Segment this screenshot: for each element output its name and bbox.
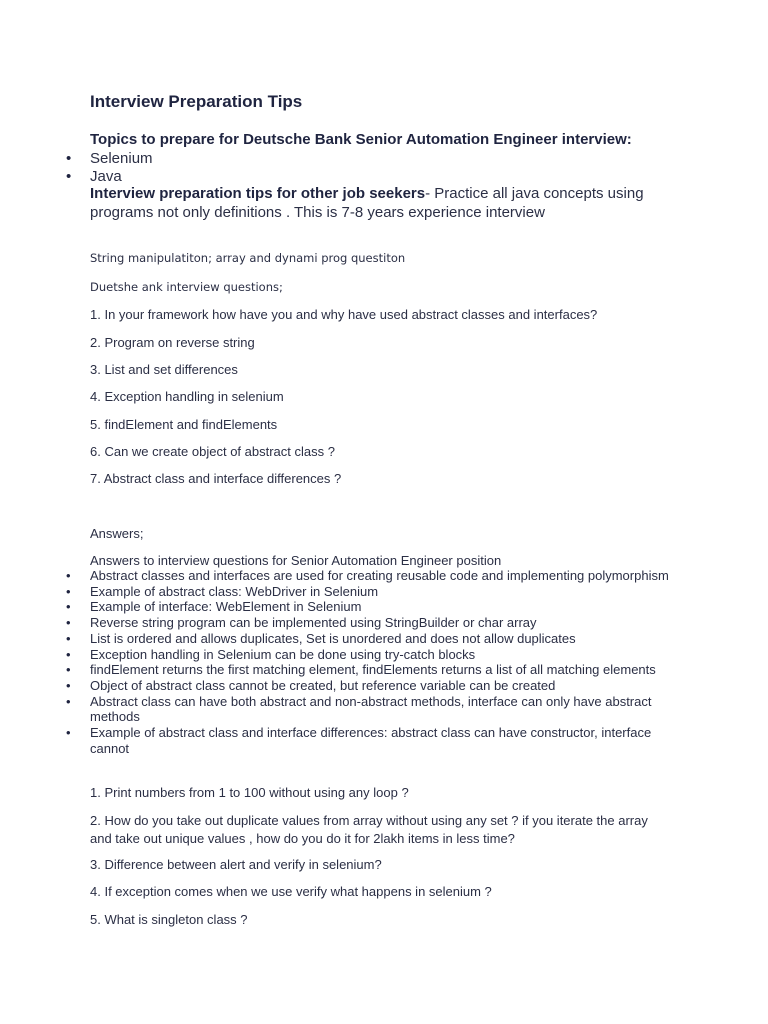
list-item: • Example of abstract class: WebDriver in Selenium — [90, 584, 690, 600]
tips-text: - Practice all java concepts using programs not only definitions . This is 7-8 years experience interview — [90, 185, 644, 221]
question-item: 1. Print numbers from 1 to 100 without using any loop ? — [90, 785, 409, 800]
question-item: 7. Abstract class and interface differences ? — [90, 471, 342, 486]
note-line: Duetshe ank interview questions; — [90, 280, 283, 294]
list-item: • Object of abstract class cannot be created, but reference variable can be created — [90, 678, 690, 694]
question-item: 5. What is singleton class ? — [90, 912, 248, 927]
topics-list — [90, 150, 153, 186]
question-item: 6. Can we create object of abstract class ? — [90, 444, 335, 459]
question-item: 5. findElement and findElements — [90, 417, 278, 432]
list-item: • Selenium — [90, 150, 153, 168]
tips-paragraph — [90, 184, 670, 222]
answers-list — [90, 568, 690, 756]
list-item: • Abstract class can have both abstract and non-abstract methods, interface can only have abstract methods — [90, 694, 680, 725]
question-item: 4. Exception handling in selenium — [90, 389, 284, 404]
topics-heading: Topics to prepare for Deutsche Bank Senior Automation Engineer interview: — [90, 131, 632, 148]
list-item: • findElement returns the first matching element, findElements returns a list of all matching elements — [90, 662, 690, 678]
question-item: 2. How do you take out duplicate values from array without using any set ? if you iterate the array and take out unique values , how do you do it for 2lakh items in less time? — [90, 813, 648, 846]
list-item: • Example of interface: WebElement in Selenium — [90, 599, 690, 615]
question-item: 4. If exception comes when we use verify what happens in selenium ? — [90, 884, 492, 899]
answers-intro: Answers to interview questions for Senior Automation Engineer position — [90, 553, 502, 568]
list-item: • Java — [90, 168, 153, 186]
page-title: Interview Preparation Tips — [90, 92, 303, 111]
answers-label: Answers; — [90, 526, 144, 541]
note-line: String manipulatiton; array and dynami prog questiton — [90, 251, 406, 265]
list-item: • Exception handling in Selenium can be done using try-catch blocks — [90, 647, 690, 663]
question-item: 3. List and set differences — [90, 362, 238, 377]
question-item: 3. Difference between alert and verify in selenium? — [90, 857, 382, 872]
tips-label: Interview preparation tips for other job seekers — [90, 185, 426, 202]
list-item: • List is ordered and allows duplicates, Set is unordered and does not allow duplicates — [90, 631, 690, 647]
question-item: 1. In your framework how have you and why have used abstract classes and interfaces? — [90, 307, 598, 322]
question-item: 2. Program on reverse string — [90, 335, 255, 350]
list-item: • Example of abstract class and interface differences: abstract class can have constructor, interface cannot — [90, 725, 680, 756]
list-item: • Reverse string program can be implemented using StringBuilder or char array — [90, 615, 690, 631]
list-item: • Abstract classes and interfaces are used for creating reusable code and implementing polymorphism — [90, 568, 690, 584]
